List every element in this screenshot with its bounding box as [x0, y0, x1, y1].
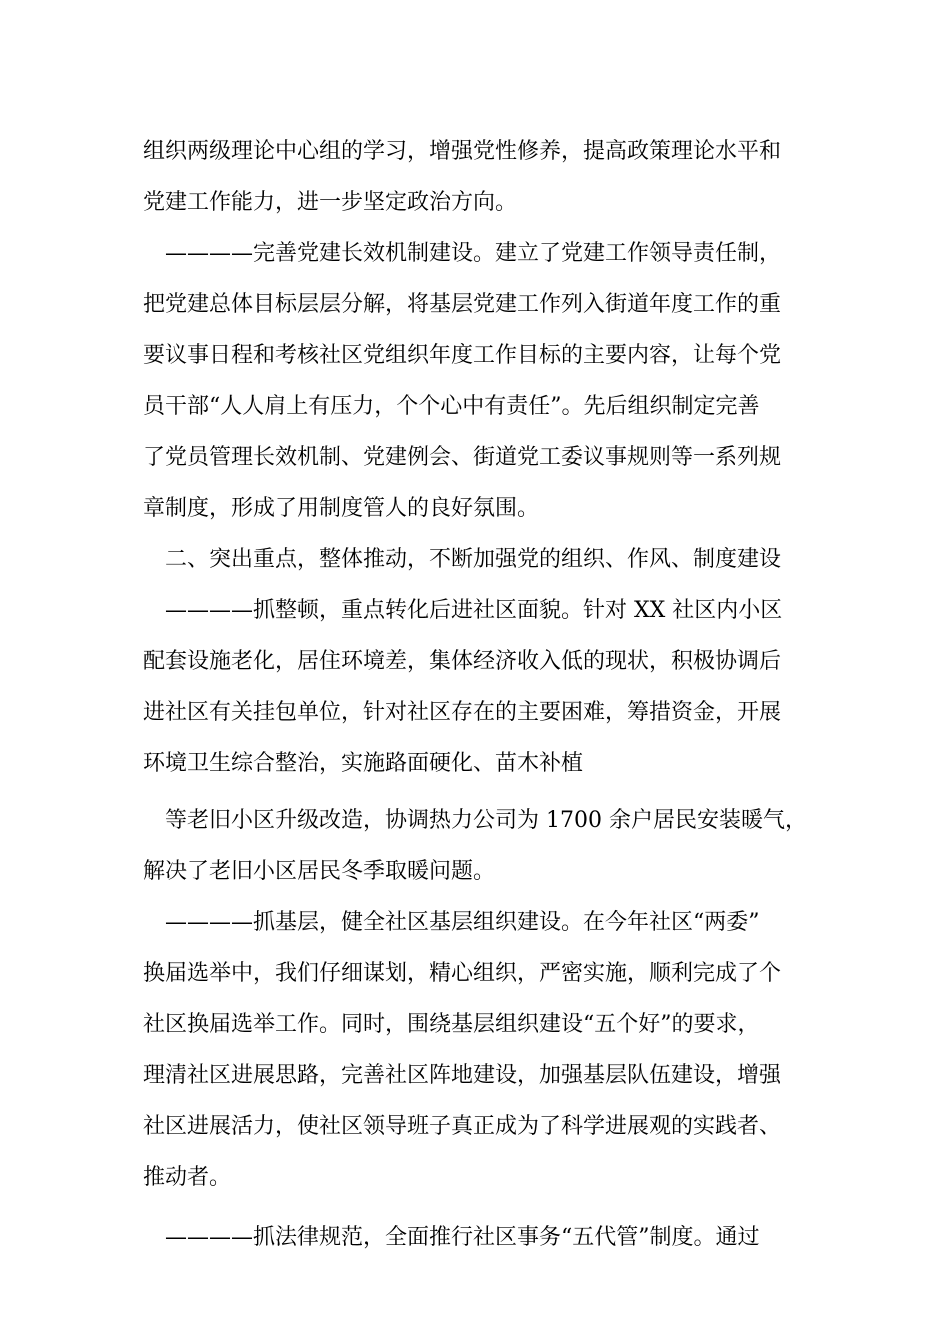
text-line: 党建工作能力，进一步坚定政治方向。	[143, 190, 518, 215]
text-line: 社区换届选举工作。同时，围绕基层组织建设“五个好”的要求，	[143, 1012, 760, 1037]
text-line: ————抓基层，健全社区基层组织建设。在今年社区“两委”	[165, 910, 760, 935]
text-line: 解决了老旧小区居民冬季取暖问题。	[143, 859, 496, 884]
text-line: 章制度，形成了用制度管人的良好氛围。	[143, 496, 540, 521]
text-line: 进社区有关挂包单位，针对社区存在的主要困难，筹措资金，开展	[143, 700, 782, 725]
text-line: 推动者。	[143, 1165, 232, 1190]
text-line: 配套设施老化，居住环境差，集体经济收入低的现状，积极协调后	[143, 649, 782, 674]
text-line: 环境卫生综合整治，实施路面硬化、苗木补植	[143, 751, 584, 776]
text-line: 要议事日程和考核社区党组织年度工作目标的主要内容，让每个党	[143, 343, 782, 368]
text-line: 了党员管理长效机制、党建例会、街道党工委议事规则等一系列规	[143, 445, 782, 470]
text-line: 把党建总体目标层层分解，将基层党建工作列入街道年度工作的重	[143, 292, 782, 317]
text-line: 社区进展活力，使社区领导班子真正成为了科学进展观的实践者、	[143, 1114, 782, 1139]
text-line: ————抓整顿，重点转化后进社区面貌。针对 XX 社区内小区	[165, 598, 783, 623]
text-line: 组织两级理论中心组的学习，增强党性修养，提高政策理论水平和	[143, 139, 782, 164]
text-line: 换届选举中，我们仔细谋划，精心组织，严密实施，顺利完成了个	[143, 961, 782, 986]
text-line: ————抓法律规范，全面推行社区事务“五代管”制度。通过	[165, 1225, 760, 1250]
text-line: 等老旧小区升级改造，协调热力公司为 1700 余户居民安装暖气，	[165, 808, 807, 833]
text-line: ————完善党建长效机制建设。建立了党建工作领导责任制，	[165, 241, 782, 266]
text-line: 员干部“人人肩上有压力，个个心中有责任”。先后组织制定完善	[143, 394, 760, 419]
section-heading: 二、突出重点，整体推动，不断加强党的组织、作风、制度建设	[165, 547, 782, 572]
text-line: 理清社区进展思路，完善社区阵地建设，加强基层队伍建设，增强	[143, 1063, 782, 1088]
